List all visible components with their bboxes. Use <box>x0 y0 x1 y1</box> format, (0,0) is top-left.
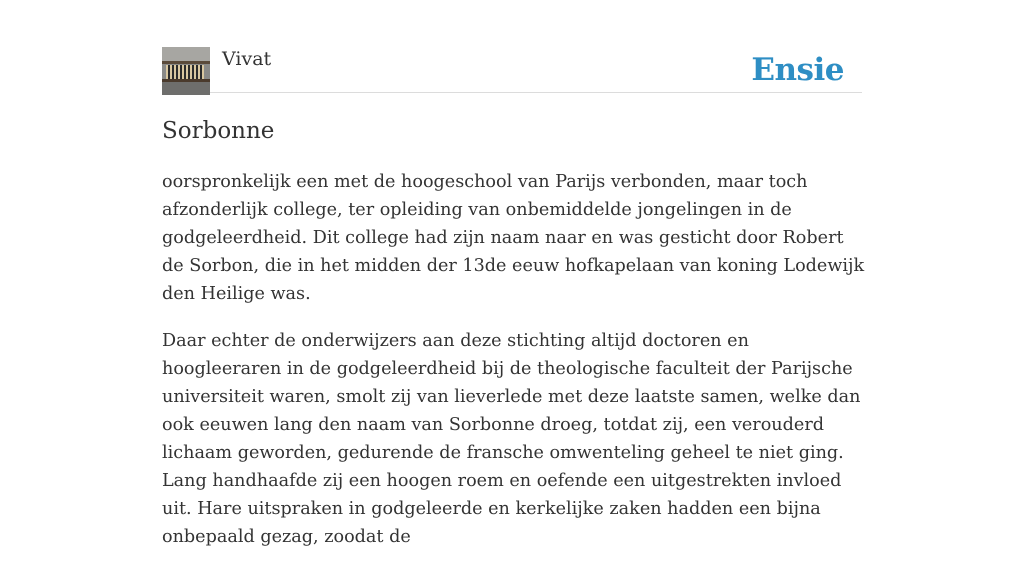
author-name[interactable]: Vivat <box>222 48 272 70</box>
article-paragraph: Daar echter de onderwijzers aan deze stichting altijd doctoren en hoogleeraren in de godgeleerdheid bij de theologische faculteit der Parijsche universiteit waren, smolt zij van lieverlede met deze laatste samen, welke dan ook eeuwen lang den naam van Sorbonne droeg, totdat zij, een verouderd lichaam geworden, gedurende de fransche omwenteling geheel te niet ging. Lang handhaafde zij een hoogen roem en oefende een uitgestrekten invloed uit. Hare uitspraken in godgeleerde en kerkelijke zaken hadden een bijna onbepaald gezag, zoodat de <box>162 331 861 547</box>
author-avatar[interactable] <box>162 47 210 95</box>
article-body <box>162 168 868 570</box>
article-title: Sorbonne <box>162 118 275 144</box>
brand-logo[interactable]: Ensie <box>751 52 844 88</box>
books-avatar-icon <box>162 47 210 95</box>
article-paragraph: oorspronkelijk een met de hoogeschool van Parijs verbonden, maar toch afzonderlijk college, ter opleiding van onbemiddelde jongelingen in de godgeleerdheid. Dit college had zijn naam naar en was gesticht door Robert de Sorbon, die in het midden der 13de eeuw hofkapelaan van koning Lodewijk den Heilige was. <box>162 172 865 304</box>
header <box>162 47 862 93</box>
page <box>162 0 865 547</box>
